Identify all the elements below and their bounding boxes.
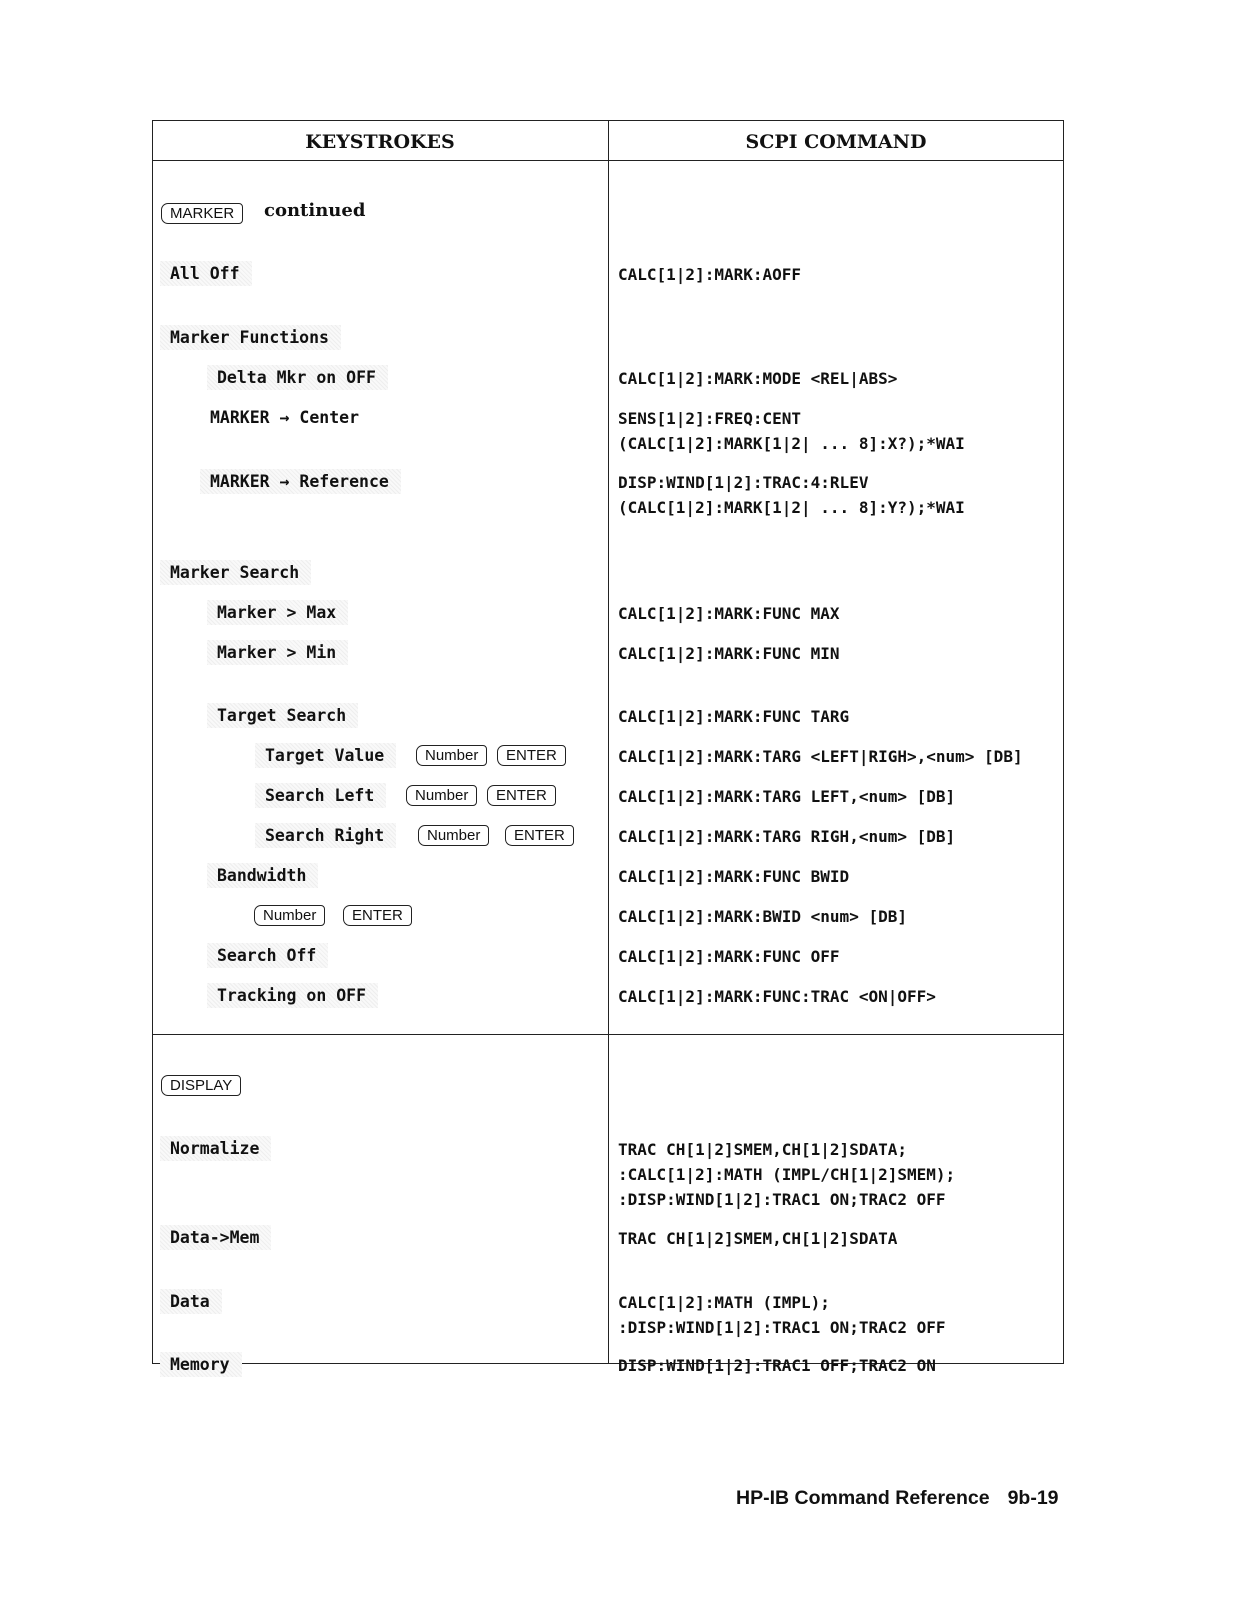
cmd-bandwidth: CALC[1|2]:MARK:FUNC BWID — [618, 867, 850, 886]
softkey-memory: Memory — [160, 1352, 242, 1377]
softkey-data-mem: Data->Mem — [160, 1225, 271, 1250]
display-hardkey: DISPLAY — [161, 1075, 241, 1096]
enter-hardkey: ENTER — [487, 785, 556, 806]
number-hardkey: Number — [418, 825, 489, 846]
enter-hardkey: ENTER — [497, 745, 566, 766]
cmd-normalize-1: TRAC CH[1|2]SMEM,CH[1|2]SDATA; — [618, 1140, 907, 1159]
cmd-marker-min: CALC[1|2]:MARK:FUNC MIN — [618, 644, 840, 663]
section-divider — [152, 1034, 1064, 1035]
cmd-target-search: CALC[1|2]:MARK:FUNC TARG — [618, 707, 850, 726]
softkey-tracking: Tracking on OFF — [207, 983, 378, 1008]
scpi-command-header: SCPI COMMAND — [745, 131, 927, 153]
enter-hardkey: ENTER — [505, 825, 574, 846]
softkey-search-right: Search Right — [255, 823, 396, 848]
cmd-marker-reference-2: (CALC[1|2]:MARK[1|2| ... 8]:Y?);*WAI — [618, 498, 965, 517]
softkey-search-left: Search Left — [255, 783, 386, 808]
cmd-tracking: CALC[1|2]:MARK:FUNC:TRAC <ON|OFF> — [618, 987, 936, 1006]
softkey-marker-functions: Marker Functions — [160, 325, 341, 350]
softkey-marker-search: Marker Search — [160, 560, 311, 585]
cmd-data-2: :DISP:WIND[1|2]:TRAC1 ON;TRAC2 OFF — [618, 1318, 946, 1337]
number-hardkey: Number — [406, 785, 477, 806]
softkey-target-search: Target Search — [207, 703, 358, 728]
cmd-target-value: CALC[1|2]:MARK:TARG <LEFT|RIGH>,<num> [DB] — [618, 747, 1023, 766]
footer-title: HP-IB Command Reference — [736, 1487, 990, 1509]
softkey-marker-reference: MARKER → Reference — [200, 469, 401, 494]
page-number: 9b-19 — [1007, 1487, 1059, 1509]
cmd-normalize-3: :DISP:WIND[1|2]:TRAC1 ON;TRAC2 OFF — [618, 1190, 946, 1209]
softkey-delta-mkr: Delta Mkr on OFF — [207, 365, 388, 390]
cmd-marker-center-1: SENS[1|2]:FREQ:CENT — [618, 409, 802, 428]
cmd-marker-reference-1: DISP:WIND[1|2]:TRAC:4:RLEV — [618, 473, 869, 492]
marker-hardkey: MARKER — [161, 203, 243, 224]
enter-hardkey: ENTER — [343, 905, 412, 926]
softkey-data: Data — [160, 1289, 222, 1314]
cmd-data-1: CALC[1|2]:MATH (IMPL); — [618, 1293, 830, 1312]
softkey-marker-center: MARKER → Center — [210, 408, 360, 427]
number-hardkey: Number — [416, 745, 487, 766]
page-footer — [736, 1487, 1059, 1510]
softkey-bandwidth: Bandwidth — [207, 863, 318, 888]
keystrokes-header: KEYSTROKES — [305, 131, 455, 153]
cmd-normalize-2: :CALC[1|2]:MATH (IMPL/CH[1|2]SMEM); — [618, 1165, 956, 1184]
cmd-search-right: CALC[1|2]:MARK:TARG RIGH,<num> [DB] — [618, 827, 956, 846]
cmd-all-off: CALC[1|2]:MARK:AOFF — [618, 265, 802, 284]
cmd-marker-max: CALC[1|2]:MARK:FUNC MAX — [618, 604, 840, 623]
softkey-search-off: Search Off — [207, 943, 328, 968]
header-divider — [152, 160, 1064, 161]
softkey-all-off: All Off — [160, 261, 252, 286]
cmd-search-off: CALC[1|2]:MARK:FUNC OFF — [618, 947, 840, 966]
softkey-target-value: Target Value — [255, 743, 396, 768]
cmd-marker-center-2: (CALC[1|2]:MARK[1|2| ... 8]:X?);*WAI — [618, 434, 965, 453]
cmd-search-left: CALC[1|2]:MARK:TARG LEFT,<num> [DB] — [618, 787, 956, 806]
cmd-delta-mkr: CALC[1|2]:MARK:MODE <REL|ABS> — [618, 369, 898, 388]
cmd-data-mem: TRAC CH[1|2]SMEM,CH[1|2]SDATA — [618, 1229, 898, 1248]
softkey-normalize: Normalize — [160, 1136, 271, 1161]
softkey-marker-max: Marker > Max — [207, 600, 348, 625]
continued-label: continued — [264, 200, 366, 221]
softkey-marker-min: Marker > Min — [207, 640, 348, 665]
cmd-bandwidth-value: CALC[1|2]:MARK:BWID <num> [DB] — [618, 907, 907, 926]
number-hardkey: Number — [254, 905, 325, 926]
column-divider — [608, 120, 609, 1364]
cmd-memory: DISP:WIND[1|2]:TRAC1 OFF;TRAC2 ON — [618, 1356, 936, 1375]
